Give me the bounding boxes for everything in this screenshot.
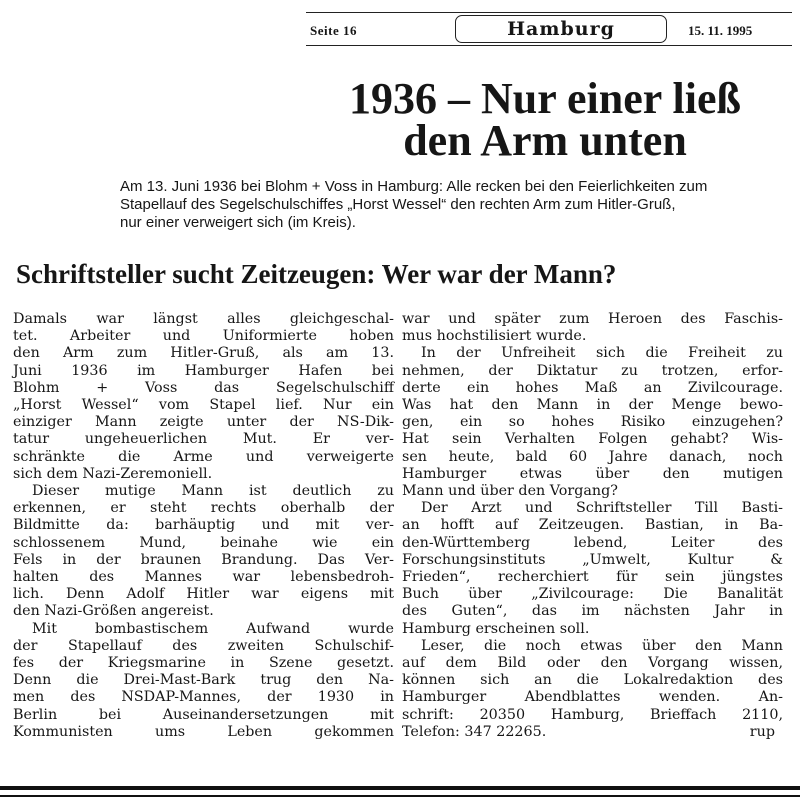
body-line: Mann und über den Vorgang? — [402, 483, 618, 500]
issue-date: 15. 11. 1995 — [688, 23, 753, 38]
body-line: lich. Denn Adolf Hitler war eigens mit — [13, 586, 394, 603]
header-rule-top — [306, 12, 792, 13]
body-line: an hofft auf Zeitzeugen. Bastian, in Ba- — [402, 517, 783, 534]
masthead-hamburg: Hamburg — [455, 15, 667, 43]
body-line: Leser, die noch etwas über den Mann — [421, 637, 783, 654]
body-line: Hamburger Abendblattes wenden. An- — [402, 689, 783, 706]
bottom-rule-thick — [0, 786, 800, 790]
body-line: der Stapellauf des zweiten Schulschif- — [13, 637, 394, 654]
subheadline: Schriftsteller sucht Zeitzeugen: Wer war der Mann? — [16, 259, 617, 289]
body-line: Bildmitte da: barhäuptig und mit ver- — [13, 517, 394, 534]
body-line: war und später zum Heroen des Faschis- — [402, 311, 783, 327]
body-line: mus hochstilisiert wurde. — [402, 328, 587, 345]
body-line: Kommunisten ums Leben gekommen — [13, 723, 394, 740]
body-line: schrift: 20350 Hamburg, Brieffach 2110, — [402, 706, 783, 723]
body-line: gen, ein so hohes Risiko einzugehen? — [402, 414, 783, 431]
body-line: Buch über „Zivilcourage: Die Banalität — [402, 586, 783, 603]
body-line: den Arm zum Hitler-Gruß, als am 13. — [13, 345, 394, 362]
body-line: Mit bombastischem Aufwand wurde — [32, 620, 394, 637]
body-line: auf dem Bild oder den Vorgang wissen, — [402, 655, 783, 672]
body-line: schlossenem Mund, beinahe wie ein — [13, 534, 394, 551]
body-line: derte ein hohes Maß an Zivilcourage. — [402, 379, 783, 396]
body-line: schränkte die Arme und verweigerte — [13, 448, 394, 465]
body-line: nehmen, der Diktatur zu trotzen, erfor- — [402, 362, 783, 379]
article-column-left — [13, 311, 394, 741]
body-line: Dieser mutige Mann ist deutlich zu — [32, 483, 394, 500]
body-line: erkennen, er steht rechts oberhalb der — [13, 500, 394, 517]
body-line: Telefon: 347 22265. — [402, 723, 547, 740]
body-line: Hamburger etwas über den mutigen — [402, 465, 783, 482]
body-line: Frieden“, recherchiert für sein jüngstes — [402, 569, 783, 586]
page-number: Seite 16 — [310, 23, 357, 38]
article-column-right — [402, 311, 783, 741]
body-line: Blohm + Voss das Segelschulschiff — [13, 379, 394, 396]
headline — [300, 74, 790, 165]
body-line: Berlin bei Auseinandersetzungen mit — [13, 706, 394, 723]
body-line: Was hat den Mann in der Menge bewo- — [402, 397, 783, 414]
body-line: Damals war längst alles gleichgeschal- — [13, 311, 394, 327]
headline-line-2: den Arm unten — [403, 116, 687, 165]
body-line: Der Arzt und Schriftsteller Till Basti- — [421, 500, 783, 517]
caption-line: nur einer verweigert sich (im Kreis). — [120, 214, 356, 231]
bottom-rule-thin — [0, 795, 800, 797]
body-line: sich dem Nazi-Zeremoniell. — [13, 465, 213, 482]
body-line: Juni 1936 im Hamburger Hafen bei — [13, 362, 394, 379]
body-line: des Guten“, das im nächsten Jahr in — [402, 603, 783, 620]
caption-line: Stapellauf des Segelschulschiffes „Horst Wessel“ den rechten Arm zum Hitler-Gruß, — [120, 196, 676, 213]
body-line: den Nazi-Größen angereist. — [13, 603, 214, 620]
body-line: den-Württemberg lebend, Leiter des — [402, 534, 783, 551]
body-line: halten des Mannes war lebensbedroh- — [13, 569, 394, 586]
caption-line: Am 13. Juni 1936 bei Blohm + Voss in Hamburg: Alle recken bei den Feierlichkeiten zum — [120, 178, 708, 195]
body-line: einziger Mann zeigte unter der NS-Dik- — [13, 414, 394, 431]
author-signature: rup — [749, 723, 775, 740]
body-line: fes der Kriegsmarine in Szene gesetzt. — [13, 655, 394, 672]
body-line: tatur ungeheuerlichen Mut. Er ver- — [13, 431, 394, 448]
body-line: In der Unfreiheit sich die Freiheit zu — [421, 345, 783, 362]
headline-line-1: 1936 – Nur einer ließ — [349, 74, 741, 123]
body-line: können sich an die Lokalredaktion des — [402, 672, 783, 689]
body-line: Hamburg erscheinen soll. — [402, 620, 590, 637]
body-line: tet. Arbeiter und Uniformierte hoben — [13, 328, 394, 345]
body-line: men des NSDAP-Mannes, der 1930 in — [13, 689, 394, 706]
signature-line — [402, 724, 783, 741]
body-line: Hat sein Verhalten Folgen gehabt? Wis- — [402, 431, 783, 448]
body-line: Forschungsinstituts „Umwelt, Kultur & — [402, 551, 783, 568]
body-line: sen heute, bald 60 Jahre danach, noch — [402, 448, 783, 465]
header-rule-bottom — [306, 45, 792, 46]
body-line: Denn die Drei-Mast-Bark trug den Na- — [13, 672, 394, 689]
body-line: „Horst Wessel“ vom Stapel lief. Nur ein — [13, 397, 394, 414]
body-line: Fels in der braunen Brandung. Das Ver- — [13, 551, 394, 568]
photo-caption — [120, 178, 800, 232]
